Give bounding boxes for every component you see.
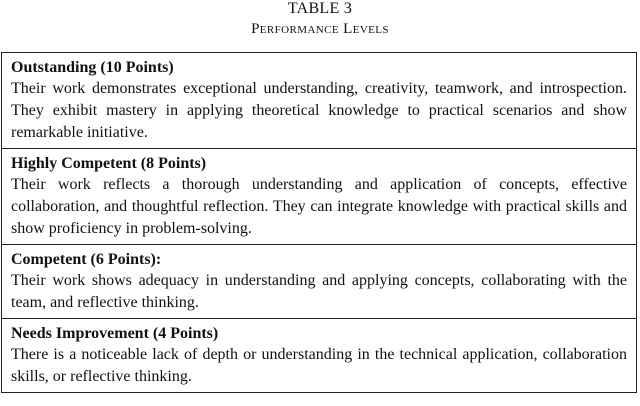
level-heading: Highly Competent (8 Points): [11, 155, 207, 172]
level-description: Their work demonstrates exceptional understanding, creativity, teamwork, and introspection. They exhibit mastery in applying theoretical knowledge to practical scenarios and show remarkable initiative.: [11, 80, 627, 141]
level-heading: Needs Improvement (4 Points): [11, 325, 219, 342]
level-description: Their work reflects a thorough understanding and application of concepts, effective collaboration, and thoughtful reflection. They can integrate knowledge with practical skills and show proficiency in problem-solving.: [11, 176, 627, 237]
performance-levels-table: [1, 52, 637, 393]
table-title: Performance Levels: [251, 21, 389, 37]
level-heading: Competent (6 Points):: [11, 251, 162, 268]
level-description: Their work shows adequacy in understanding and applying concepts, collaborating with the team, and reflective thinking.: [11, 272, 627, 311]
level-highly-competent: [2, 149, 636, 245]
level-outstanding: [2, 53, 636, 149]
level-needs-improvement: [2, 319, 636, 392]
table-caption: [0, 0, 640, 39]
level-heading: Outstanding (10 Points): [11, 59, 174, 76]
table-number: TABLE 3: [287, 0, 353, 17]
level-description: There is a noticeable lack of depth or understanding in the technical application, collaboration skills, or reflective thinking.: [11, 346, 627, 385]
level-competent: [2, 245, 636, 319]
